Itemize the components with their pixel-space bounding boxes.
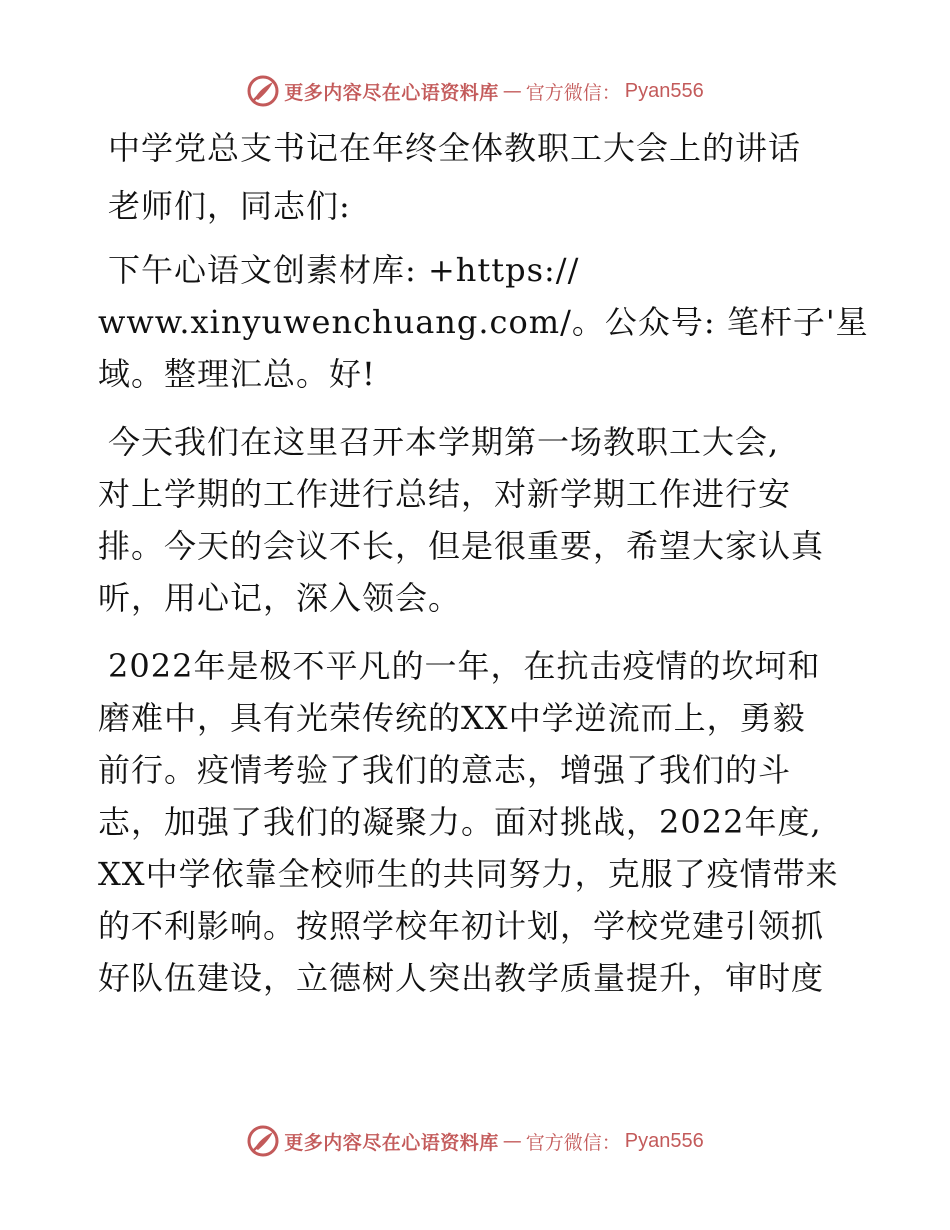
paragraph-line: 2022年是极不平凡的一年，在抗击疫情的坎坷和 — [108, 647, 821, 685]
watermark-wechat-label: 官方微信： — [525, 1131, 621, 1154]
paragraph-line: 今天我们在这里召开本学期第一场教职工大会, — [108, 423, 780, 461]
paragraph-line: 排。今天的会议不长，但是很重要，希望大家认真 — [98, 527, 825, 565]
brush-logo-icon — [246, 1124, 280, 1158]
brush-logo-icon — [246, 74, 280, 108]
document-title: 中学党总支书记在年终全体教职工大会上的讲话 — [108, 129, 802, 167]
paragraph-line: 对上学期的工作进行总结，对新学期工作进行安 — [98, 475, 792, 513]
watermark-wechat-label: 官方微信： — [525, 81, 621, 104]
document-body — [98, 122, 868, 1004]
paragraph-line: 前行。疫情考验了我们的意志，增强了我们的斗 — [98, 751, 792, 789]
watermark-wechat-id: Pyan556 — [624, 79, 704, 102]
watermark-content — [246, 1124, 704, 1158]
paragraph-line: 域。整理汇总。好! — [98, 355, 376, 393]
salutation: 老师们，同志们: — [108, 187, 351, 225]
watermark-wechat-id: Pyan556 — [624, 1129, 704, 1152]
paragraph-line: 听，用心记，深入领会。 — [98, 579, 462, 617]
paragraph-2 — [98, 416, 868, 624]
paragraph-line: 好队伍建设，立德树人突出教学质量提升，审时度 — [98, 959, 825, 997]
paragraph-3 — [98, 640, 868, 1004]
watermark-text: 更多内容尽在心语资料库 — [284, 1131, 499, 1154]
paragraph-line: 磨难中，具有光荣传统的XX中学逆流而上，勇毅 — [98, 699, 806, 737]
paragraph-line: www.xinyuwenchuang.com/。公众号: 笔杆子'星 — [98, 303, 869, 341]
paragraph-line: XX中学依靠全校师生的共同努力，克服了疫情带来 — [98, 855, 839, 893]
watermark-separator: — — [502, 80, 522, 102]
paragraph-line: 志，加强了我们的凝聚力。面对挑战，2022年度, — [98, 803, 822, 841]
watermark-banner-top — [0, 74, 950, 108]
paragraph-line: 下午心语文创素材库: +https:// — [108, 251, 580, 289]
watermark-content — [246, 74, 704, 108]
watermark-separator: — — [502, 1130, 522, 1152]
paragraph-1 — [98, 244, 868, 400]
watermark-text: 更多内容尽在心语资料库 — [284, 81, 499, 104]
watermark-banner-bottom — [0, 1124, 950, 1158]
paragraph-line: 的不利影响。按照学校年初计划，学校党建引领抓 — [98, 907, 825, 945]
